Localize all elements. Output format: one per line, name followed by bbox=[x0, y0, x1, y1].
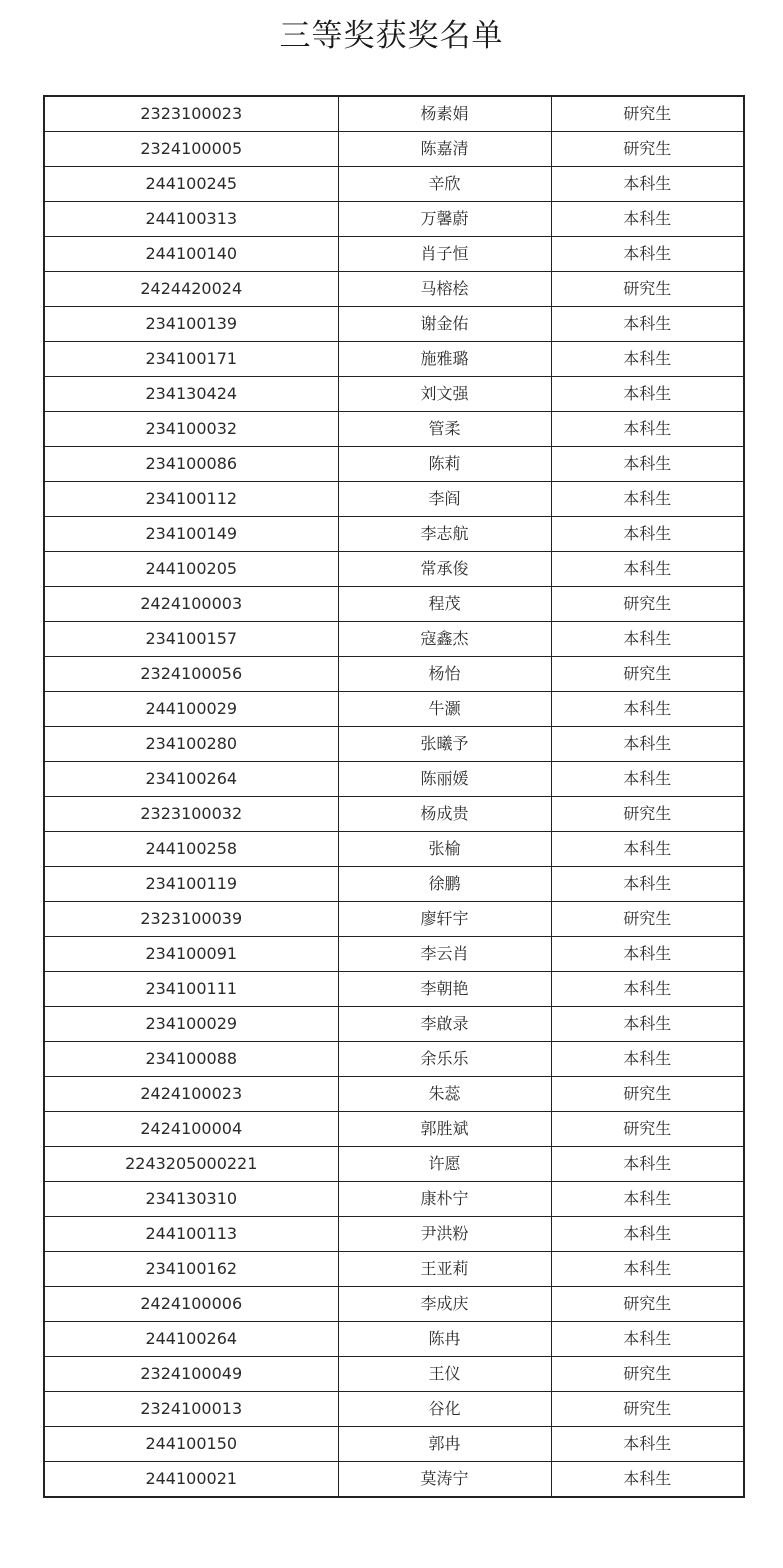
student-id-cell: 234130424 bbox=[44, 377, 338, 412]
student-id-cell: 2424420024 bbox=[44, 272, 338, 307]
student-type-cell: 研究生 bbox=[551, 96, 744, 132]
student-type-cell: 本科生 bbox=[551, 517, 744, 552]
student-type-cell: 本科生 bbox=[551, 482, 744, 517]
student-name-cell: 谢金佑 bbox=[338, 307, 551, 342]
student-type-cell: 研究生 bbox=[551, 1112, 744, 1147]
student-type-cell: 本科生 bbox=[551, 1322, 744, 1357]
student-id-cell: 234100032 bbox=[44, 412, 338, 447]
student-name-cell: 张曦予 bbox=[338, 727, 551, 762]
student-name-cell: 施雅璐 bbox=[338, 342, 551, 377]
student-name-cell: 徐鹏 bbox=[338, 867, 551, 902]
student-type-cell: 研究生 bbox=[551, 797, 744, 832]
table-row bbox=[44, 657, 744, 692]
student-id-cell: 234100171 bbox=[44, 342, 338, 377]
student-id-cell: 234100029 bbox=[44, 1007, 338, 1042]
student-id-cell: 2324100056 bbox=[44, 657, 338, 692]
student-name-cell: 辛欣 bbox=[338, 167, 551, 202]
page-title: 三等奖获奖名单 bbox=[279, 18, 504, 54]
student-type-cell: 研究生 bbox=[551, 1392, 744, 1427]
student-name-cell: 谷化 bbox=[338, 1392, 551, 1427]
table-row bbox=[44, 1112, 744, 1147]
student-type-cell: 本科生 bbox=[551, 727, 744, 762]
student-id-cell: 2424100003 bbox=[44, 587, 338, 622]
student-name-cell: 王亚莉 bbox=[338, 1252, 551, 1287]
award-roster-table bbox=[43, 95, 745, 1498]
table-row bbox=[44, 1462, 744, 1498]
student-type-cell: 本科生 bbox=[551, 692, 744, 727]
table-row bbox=[44, 1357, 744, 1392]
table-row bbox=[44, 132, 744, 167]
student-id-cell: 2424100023 bbox=[44, 1077, 338, 1112]
student-id-cell: 2324100005 bbox=[44, 132, 338, 167]
student-type-cell: 研究生 bbox=[551, 272, 744, 307]
table-row bbox=[44, 1077, 744, 1112]
student-type-cell: 本科生 bbox=[551, 1462, 744, 1498]
table-row bbox=[44, 482, 744, 517]
student-type-cell: 研究生 bbox=[551, 657, 744, 692]
student-id-cell: 244100245 bbox=[44, 167, 338, 202]
student-type-cell: 研究生 bbox=[551, 1357, 744, 1392]
student-type-cell: 本科生 bbox=[551, 972, 744, 1007]
student-type-cell: 本科生 bbox=[551, 412, 744, 447]
student-name-cell: 尹洪粉 bbox=[338, 1217, 551, 1252]
student-type-cell: 本科生 bbox=[551, 1427, 744, 1462]
student-id-cell: 234100280 bbox=[44, 727, 338, 762]
table-row bbox=[44, 937, 744, 972]
student-name-cell: 康朴宁 bbox=[338, 1182, 551, 1217]
student-type-cell: 本科生 bbox=[551, 377, 744, 412]
student-id-cell: 244100205 bbox=[44, 552, 338, 587]
student-id-cell: 244100313 bbox=[44, 202, 338, 237]
student-id-cell: 234100139 bbox=[44, 307, 338, 342]
table-row bbox=[44, 622, 744, 657]
table-row bbox=[44, 1287, 744, 1322]
student-name-cell: 刘文强 bbox=[338, 377, 551, 412]
student-name-cell: 廖轩宇 bbox=[338, 902, 551, 937]
student-id-cell: 2243205000221 bbox=[44, 1147, 338, 1182]
student-id-cell: 234100091 bbox=[44, 937, 338, 972]
student-type-cell: 本科生 bbox=[551, 167, 744, 202]
table-row bbox=[44, 832, 744, 867]
table-row bbox=[44, 1007, 744, 1042]
student-type-cell: 本科生 bbox=[551, 342, 744, 377]
student-name-cell: 陈嘉清 bbox=[338, 132, 551, 167]
table-row bbox=[44, 96, 744, 132]
table-row bbox=[44, 1042, 744, 1077]
table-row bbox=[44, 272, 744, 307]
student-name-cell: 程茂 bbox=[338, 587, 551, 622]
student-id-cell: 234100088 bbox=[44, 1042, 338, 1077]
student-name-cell: 莫涛宁 bbox=[338, 1462, 551, 1498]
student-name-cell: 陈丽媛 bbox=[338, 762, 551, 797]
student-type-cell: 本科生 bbox=[551, 1252, 744, 1287]
student-type-cell: 本科生 bbox=[551, 937, 744, 972]
student-name-cell: 杨成贵 bbox=[338, 797, 551, 832]
student-type-cell: 本科生 bbox=[551, 307, 744, 342]
student-type-cell: 本科生 bbox=[551, 202, 744, 237]
student-name-cell: 许愿 bbox=[338, 1147, 551, 1182]
student-type-cell: 本科生 bbox=[551, 867, 744, 902]
student-type-cell: 本科生 bbox=[551, 1042, 744, 1077]
student-id-cell: 2424100006 bbox=[44, 1287, 338, 1322]
student-name-cell: 万馨蔚 bbox=[338, 202, 551, 237]
student-name-cell: 李云肖 bbox=[338, 937, 551, 972]
table-row bbox=[44, 1217, 744, 1252]
student-id-cell: 2424100004 bbox=[44, 1112, 338, 1147]
student-name-cell: 张榆 bbox=[338, 832, 551, 867]
student-id-cell: 234100157 bbox=[44, 622, 338, 657]
student-name-cell: 杨素娟 bbox=[338, 96, 551, 132]
student-type-cell: 本科生 bbox=[551, 622, 744, 657]
table-row bbox=[44, 692, 744, 727]
student-name-cell: 王仪 bbox=[338, 1357, 551, 1392]
table-row bbox=[44, 867, 744, 902]
student-type-cell: 研究生 bbox=[551, 1077, 744, 1112]
student-id-cell: 244100140 bbox=[44, 237, 338, 272]
student-id-cell: 234130310 bbox=[44, 1182, 338, 1217]
student-name-cell: 郭胜斌 bbox=[338, 1112, 551, 1147]
student-name-cell: 李阎 bbox=[338, 482, 551, 517]
table-row bbox=[44, 902, 744, 937]
table-row bbox=[44, 307, 744, 342]
student-type-cell: 本科生 bbox=[551, 832, 744, 867]
student-id-cell: 234100264 bbox=[44, 762, 338, 797]
roster-body bbox=[44, 96, 744, 1497]
student-id-cell: 244100150 bbox=[44, 1427, 338, 1462]
student-type-cell: 研究生 bbox=[551, 902, 744, 937]
student-id-cell: 234100119 bbox=[44, 867, 338, 902]
student-id-cell: 234100111 bbox=[44, 972, 338, 1007]
student-name-cell: 余乐乐 bbox=[338, 1042, 551, 1077]
table-row bbox=[44, 167, 744, 202]
student-id-cell: 2323100039 bbox=[44, 902, 338, 937]
table-row bbox=[44, 202, 744, 237]
student-type-cell: 研究生 bbox=[551, 587, 744, 622]
student-id-cell: 244100258 bbox=[44, 832, 338, 867]
student-name-cell: 李朝艳 bbox=[338, 972, 551, 1007]
student-name-cell: 李志航 bbox=[338, 517, 551, 552]
table-row bbox=[44, 762, 744, 797]
student-name-cell: 李啟录 bbox=[338, 1007, 551, 1042]
student-type-cell: 本科生 bbox=[551, 1147, 744, 1182]
table-row bbox=[44, 237, 744, 272]
student-name-cell: 郭冉 bbox=[338, 1427, 551, 1462]
table-row bbox=[44, 342, 744, 377]
student-type-cell: 本科生 bbox=[551, 237, 744, 272]
table-row bbox=[44, 412, 744, 447]
student-id-cell: 234100162 bbox=[44, 1252, 338, 1287]
student-id-cell: 234100149 bbox=[44, 517, 338, 552]
student-type-cell: 本科生 bbox=[551, 1217, 744, 1252]
table-row bbox=[44, 1147, 744, 1182]
student-name-cell: 陈莉 bbox=[338, 447, 551, 482]
student-id-cell: 2324100013 bbox=[44, 1392, 338, 1427]
table-row bbox=[44, 1427, 744, 1462]
student-name-cell: 牛灏 bbox=[338, 692, 551, 727]
student-name-cell: 常承俊 bbox=[338, 552, 551, 587]
student-id-cell: 244100029 bbox=[44, 692, 338, 727]
table-row bbox=[44, 377, 744, 412]
table-row bbox=[44, 517, 744, 552]
student-id-cell: 2323100032 bbox=[44, 797, 338, 832]
student-type-cell: 本科生 bbox=[551, 762, 744, 797]
student-name-cell: 肖子恒 bbox=[338, 237, 551, 272]
table-row bbox=[44, 1252, 744, 1287]
table-row bbox=[44, 447, 744, 482]
student-id-cell: 244100113 bbox=[44, 1217, 338, 1252]
table-row bbox=[44, 587, 744, 622]
student-type-cell: 研究生 bbox=[551, 1287, 744, 1322]
student-type-cell: 本科生 bbox=[551, 1182, 744, 1217]
student-id-cell: 244100021 bbox=[44, 1462, 338, 1498]
student-id-cell: 234100086 bbox=[44, 447, 338, 482]
table-row bbox=[44, 727, 744, 762]
student-id-cell: 244100264 bbox=[44, 1322, 338, 1357]
student-name-cell: 马榕桧 bbox=[338, 272, 551, 307]
student-name-cell: 李成庆 bbox=[338, 1287, 551, 1322]
student-name-cell: 寇鑫杰 bbox=[338, 622, 551, 657]
student-name-cell: 管柔 bbox=[338, 412, 551, 447]
table-row bbox=[44, 1392, 744, 1427]
student-type-cell: 研究生 bbox=[551, 132, 744, 167]
table-row bbox=[44, 797, 744, 832]
student-type-cell: 本科生 bbox=[551, 552, 744, 587]
table-row bbox=[44, 1322, 744, 1357]
student-id-cell: 2323100023 bbox=[44, 96, 338, 132]
student-name-cell: 陈冉 bbox=[338, 1322, 551, 1357]
student-type-cell: 本科生 bbox=[551, 1007, 744, 1042]
student-type-cell: 本科生 bbox=[551, 447, 744, 482]
table-row bbox=[44, 1182, 744, 1217]
table-row bbox=[44, 972, 744, 1007]
table-row bbox=[44, 552, 744, 587]
student-id-cell: 234100112 bbox=[44, 482, 338, 517]
student-name-cell: 杨怡 bbox=[338, 657, 551, 692]
student-id-cell: 2324100049 bbox=[44, 1357, 338, 1392]
student-name-cell: 朱蕊 bbox=[338, 1077, 551, 1112]
